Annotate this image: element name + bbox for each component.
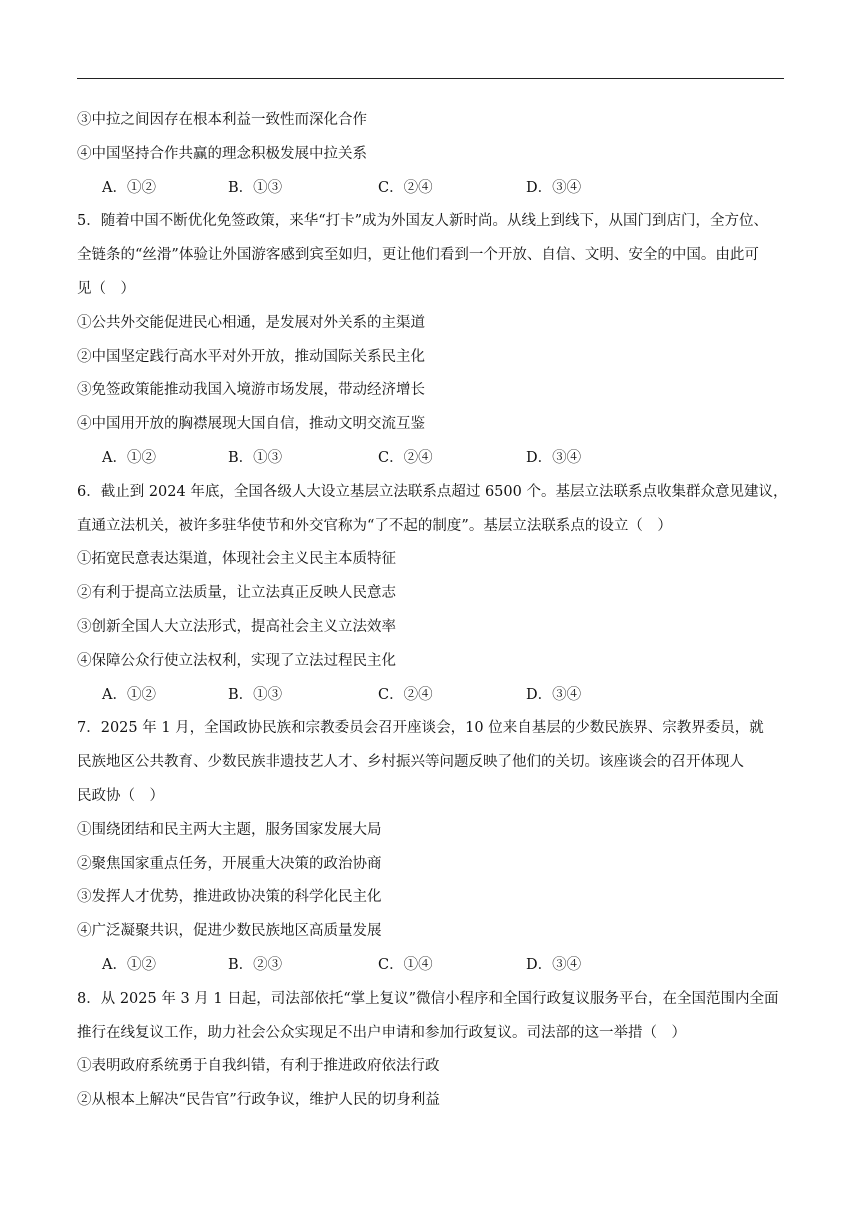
answer-choice-c[interactable]: C．②④: [378, 449, 433, 466]
question-stem-line: 8．从 2025 年 3 月 1 日起，司法部依托“掌上复议”微信小程序和全国行政复议服务平台，在全国范围内全面: [77, 990, 779, 1007]
question-statement: ②聚焦国家重点任务，开展重大决策的政治协商: [77, 855, 382, 872]
question-statement: ①公共外交能促进民心相通，是发展对外关系的主渠道: [77, 314, 425, 331]
exam-page-body: [77, 104, 787, 1118]
question-statement: ②有利于提高立法质量，让立法真正反映人民意志: [77, 585, 396, 602]
question-statement: ①拓宽民意表达渠道，体现社会主义民主本质特征: [77, 551, 396, 568]
answer-choice-d[interactable]: D．③④: [526, 179, 582, 196]
question-stem-line: 直通立法机关，被许多驻华使节和外交官称为“了不起的制度”。基层立法联系点的设立（ ）: [77, 517, 672, 534]
question-stem-line: 7．2025 年 1 月，全国政协民族和宗教委员会召开座谈会，10 位来自基层的少数民族界、宗教界委员，就: [77, 720, 764, 737]
question-statement: ③中拉之间因存在根本利益一致性而深化合作: [77, 112, 367, 128]
question-statement: ③发挥人才优势，推进政协决策的科学化民主化: [77, 889, 382, 906]
question-q8: [77, 983, 787, 1118]
answer-choice-d[interactable]: D．③④: [526, 956, 582, 973]
answer-choice-b[interactable]: B．②③: [228, 956, 283, 973]
question-stem-line: 6．截止到 2024 年底，全国各级人大设立基层立法联系点超过 6500 个。基层立法联系点收集群众意见建议，: [77, 483, 788, 500]
question-statement: ②中国坚定践行高水平对外开放，推动国际关系民主化: [77, 348, 425, 365]
answer-choice-a[interactable]: A．①②: [102, 686, 156, 703]
question-stem-line: 民族地区公共教育、少数民族非遗技艺人才、乡村振兴等问题反映了他们的关切。该座谈会的召开体现人: [77, 754, 744, 771]
question-q7: [77, 712, 787, 982]
question-statement: ②从根本上解决“民告官”行政争议，维护人民的切身利益: [77, 1092, 440, 1109]
question-stem-line: 全链条的“丝滑”体验让外国游客感到宾至如归，更让他们看到一个开放、自信、文明、安全的中国。由此可: [77, 247, 759, 264]
answer-choices-row: [77, 172, 787, 206]
question-statement: ①表明政府系统勇于自我纠错，有利于推进政府依法行政: [77, 1058, 440, 1075]
answer-choice-a[interactable]: A．①②: [102, 179, 156, 196]
question-stem-line: 推行在线复议工作，助力社会公众实现足不出户申请和参加行政复议。司法部的这一举措（ ）: [77, 1024, 686, 1041]
question-statement: ④保障公众行使立法权利，实现了立法过程民主化: [77, 652, 396, 669]
question-statement: ③免签政策能推动我国入境游市场发展，带动经济增长: [77, 382, 425, 399]
question-statement: ④中国坚持合作共赢的理念积极发展中拉关系: [77, 145, 367, 162]
question-statement: ①围绕团结和民主两大主题，服务国家发展大局: [77, 821, 382, 838]
answer-choice-c[interactable]: C．②④: [378, 179, 433, 196]
answer-choice-b[interactable]: B．①③: [228, 179, 283, 196]
answer-choices-row: [77, 949, 787, 983]
answer-choice-a[interactable]: A．①②: [102, 956, 156, 973]
answer-choice-a[interactable]: A．①②: [102, 449, 156, 466]
answer-choices-row: [77, 679, 787, 713]
question-statement: ④广泛凝聚共识，促进少数民族地区高质量发展: [77, 923, 382, 940]
question-stem-line: 民政协（ ）: [77, 787, 164, 804]
answer-choice-b[interactable]: B．①③: [228, 686, 283, 703]
question-stem-line: 见（ ）: [77, 280, 135, 297]
answer-choice-c[interactable]: C．②④: [378, 686, 433, 703]
answer-choice-d[interactable]: D．③④: [526, 449, 582, 466]
question-stem-line: 5．随着中国不断优化免签政策，来华“打卡”成为外国友人新时尚。从线上到线下，从国门到店门，全方位、: [77, 213, 769, 230]
answer-choice-c[interactable]: C．①④: [378, 956, 433, 973]
header-rule: [77, 78, 784, 79]
answer-choices-row: [77, 442, 787, 476]
question-statement: ③创新全国人大立法形式，提高社会主义立法效率: [77, 618, 396, 635]
question-q4: [77, 104, 787, 205]
question-statement: ④中国用开放的胸襟展现大国自信，推动文明交流互鉴: [77, 416, 425, 433]
question-q5: [77, 205, 787, 475]
answer-choice-d[interactable]: D．③④: [526, 686, 582, 703]
answer-choice-b[interactable]: B．①③: [228, 449, 283, 466]
question-q6: [77, 476, 787, 713]
